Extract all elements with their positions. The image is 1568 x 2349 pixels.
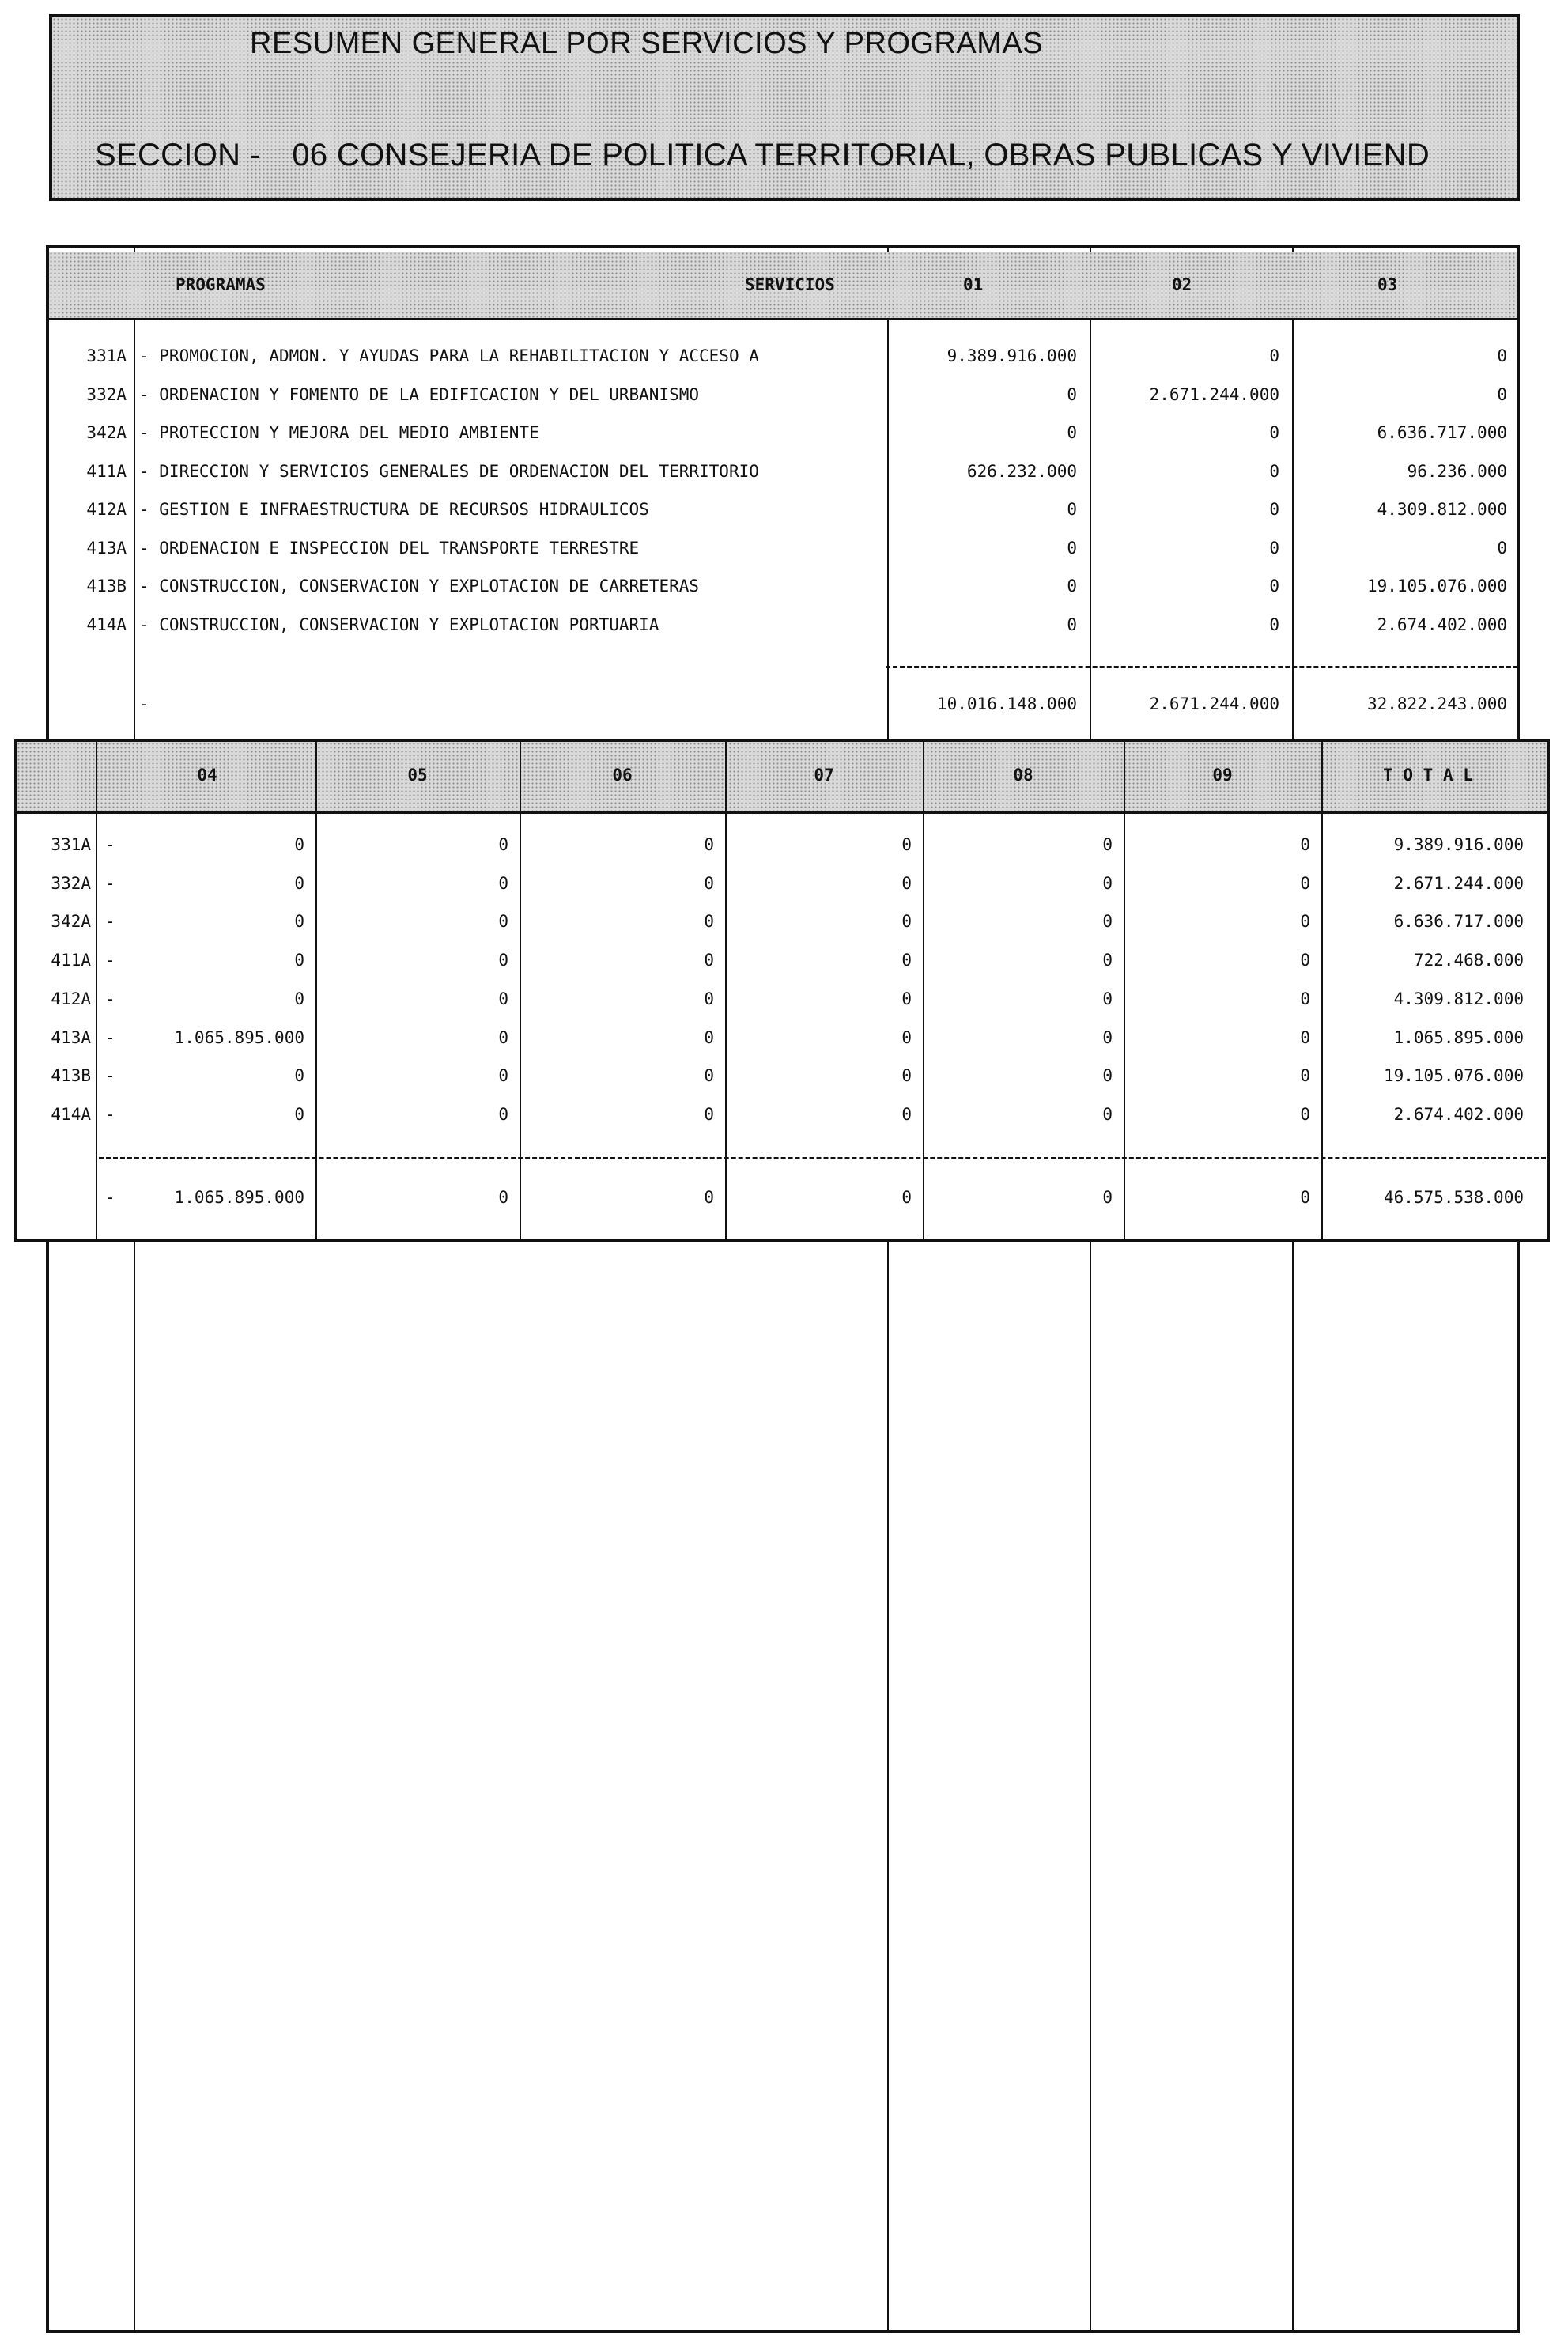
amount-servicio-05: 0: [498, 1066, 508, 1086]
amount-servicio-06: 0: [704, 912, 714, 932]
total-servicio-08: 0: [1102, 1188, 1113, 1207]
column-divider: [1321, 742, 1323, 1239]
program-code: 414A: [51, 1104, 91, 1124]
program-code: 342A: [86, 423, 127, 442]
amount-servicio-02: 0: [1269, 500, 1279, 519]
amount-servicio-08: 0: [1102, 1066, 1113, 1086]
grand-total: 46.575.538.000: [1383, 1188, 1524, 1207]
col-servicio-08: 08: [1013, 766, 1033, 785]
frame-divider: [1292, 248, 1294, 2330]
amount-servicio-03: 6.636.717.000: [1377, 423, 1507, 442]
program-code: 331A: [51, 835, 91, 854]
amount-servicio-07: 0: [901, 1027, 912, 1047]
amount-servicio-03: 0: [1497, 384, 1507, 404]
program-code: 411A: [51, 951, 91, 970]
program-description: - CONSTRUCCION, CONSERVACION Y EXPLOTACION PORTUARIA: [139, 615, 659, 634]
amount-servicio-05: 0: [498, 912, 508, 932]
amount-servicio-09: 0: [1300, 1027, 1310, 1047]
report-title: RESUMEN GENERAL POR SERVICIOS Y PROGRAMAS: [250, 27, 1044, 60]
row-dash: -: [105, 951, 115, 970]
seccion-name: 06 CONSEJERIA DE POLITICA TERRITORIAL, OBRAS PUBLICAS Y VIVIEND: [292, 138, 1430, 172]
row-dash: -: [105, 1027, 115, 1047]
amount-servicio-01: 626.232.000: [966, 461, 1077, 481]
amount-servicio-05: 0: [498, 951, 508, 970]
frame-divider: [1090, 248, 1091, 2330]
amount-total: 19.105.076.000: [1383, 1066, 1524, 1086]
row-dash: -: [105, 989, 115, 1008]
amount-servicio-01: 0: [1067, 615, 1077, 634]
row-dash: -: [105, 1104, 115, 1124]
program-code: 342A: [51, 912, 91, 932]
amount-total: 2.674.402.000: [1393, 1104, 1524, 1124]
amount-servicio-07: 0: [901, 912, 912, 932]
row-dash: -: [105, 912, 115, 932]
amount-servicio-05: 0: [498, 873, 508, 893]
amount-servicio-03: 4.309.812.000: [1377, 500, 1507, 519]
amount-servicio-01: 0: [1067, 500, 1077, 519]
amount-servicio-02: 0: [1269, 577, 1279, 596]
amount-servicio-04: 0: [294, 951, 304, 970]
program-description: - GESTION E INFRAESTRUCTURA DE RECURSOS HIDRAULICOS: [139, 500, 649, 519]
program-code: 412A: [51, 989, 91, 1008]
program-code: 412A: [86, 500, 127, 519]
total-dash: -: [105, 1188, 115, 1207]
program-code: 411A: [86, 461, 127, 481]
amount-servicio-08: 0: [1102, 989, 1113, 1008]
seccion-line: [95, 138, 1430, 173]
col-servicio-03: 03: [1377, 275, 1398, 294]
amount-servicio-04: 0: [294, 1104, 304, 1124]
amount-servicio-08: 0: [1102, 873, 1113, 893]
row-dash: -: [105, 835, 115, 854]
total-servicio-09: 0: [1300, 1188, 1310, 1207]
amount-servicio-07: 0: [901, 989, 912, 1008]
amount-servicio-05: 0: [498, 1104, 508, 1124]
amount-servicio-04: 0: [294, 1066, 304, 1086]
total-servicio-04: 1.065.895.000: [174, 1188, 304, 1207]
amount-servicio-01: 9.389.916.000: [946, 346, 1077, 365]
amount-servicio-03: 19.105.076.000: [1366, 577, 1507, 596]
report-header: [49, 14, 1520, 201]
amount-servicio-04: 1.065.895.000: [174, 1027, 304, 1047]
amount-servicio-02: 0: [1269, 538, 1279, 558]
total-dash: -: [139, 694, 149, 713]
program-description: - DIRECCION Y SERVICIOS GENERALES DE ORDENACION DEL TERRITORIO: [139, 461, 759, 481]
amount-servicio-01: 0: [1067, 423, 1077, 442]
total-servicio-01: 10.016.148.000: [936, 694, 1077, 713]
program-description: - PROTECCION Y MEJORA DEL MEDIO AMBIENTE: [139, 423, 539, 442]
col-servicios: SERVICIOS: [745, 275, 835, 294]
program-code: 414A: [86, 615, 127, 634]
amount-servicio-09: 0: [1300, 1104, 1310, 1124]
program-code: 413B: [51, 1066, 91, 1086]
amount-servicio-06: 0: [704, 951, 714, 970]
amount-total: 6.636.717.000: [1393, 912, 1524, 932]
amount-servicio-04: 0: [294, 912, 304, 932]
total-servicio-02: 2.671.244.000: [1149, 694, 1279, 713]
total-servicio-06: 0: [704, 1188, 714, 1207]
col-servicio-06: 06: [612, 766, 633, 785]
frame-divider: [887, 248, 889, 2330]
table2-header: [17, 742, 1547, 814]
amount-servicio-03: 96.236.000: [1407, 461, 1507, 481]
page-frame: [46, 245, 1520, 2333]
amount-servicio-09: 0: [1300, 1066, 1310, 1086]
amount-servicio-05: 0: [498, 1027, 508, 1047]
amount-servicio-09: 0: [1300, 835, 1310, 854]
amount-servicio-03: 2.674.402.000: [1377, 615, 1507, 634]
program-description: - ORDENACION E INSPECCION DEL TRANSPORTE TERRESTRE: [139, 538, 640, 558]
amount-servicio-09: 0: [1300, 989, 1310, 1008]
amount-servicio-07: 0: [901, 835, 912, 854]
amount-servicio-02: 0: [1269, 346, 1279, 365]
amount-servicio-03: 0: [1497, 346, 1507, 365]
col-servicio-01: 01: [963, 275, 984, 294]
amount-servicio-09: 0: [1300, 951, 1310, 970]
total-separator-2: [99, 1157, 1546, 1159]
amount-total: 2.671.244.000: [1393, 873, 1524, 893]
amount-servicio-09: 0: [1300, 912, 1310, 932]
amount-servicio-04: 0: [294, 873, 304, 893]
program-description: - PROMOCION, ADMON. Y AYUDAS PARA LA REHABILITACION Y ACCESO A: [139, 346, 759, 365]
total-servicio-03: 32.822.243.000: [1366, 694, 1507, 713]
total-servicio-07: 0: [901, 1188, 912, 1207]
col-programas: PROGRAMAS: [176, 275, 266, 294]
amount-servicio-02: 0: [1269, 615, 1279, 634]
amount-servicio-06: 0: [704, 989, 714, 1008]
total-separator: [886, 666, 1518, 668]
col-servicio-07: 07: [814, 766, 834, 785]
amount-servicio-01: 0: [1067, 577, 1077, 596]
amount-servicio-08: 0: [1102, 1027, 1113, 1047]
col-servicio-02: 02: [1172, 275, 1192, 294]
amount-servicio-01: 0: [1067, 384, 1077, 404]
amount-servicio-06: 0: [704, 1027, 714, 1047]
column-divider: [96, 742, 97, 1239]
frame-divider: [134, 248, 135, 2330]
program-description: - CONSTRUCCION, CONSERVACION Y EXPLOTACION DE CARRETERAS: [139, 577, 700, 596]
table1-header: [49, 252, 1517, 320]
amount-servicio-05: 0: [498, 989, 508, 1008]
amount-servicio-02: 0: [1269, 423, 1279, 442]
amount-servicio-05: 0: [498, 835, 508, 854]
amount-servicio-04: 0: [294, 835, 304, 854]
amount-servicio-06: 0: [704, 873, 714, 893]
total-servicio-05: 0: [498, 1188, 508, 1207]
amount-servicio-02: 0: [1269, 461, 1279, 481]
amount-servicio-08: 0: [1102, 951, 1113, 970]
program-code: 331A: [86, 346, 127, 365]
amount-servicio-08: 0: [1102, 835, 1113, 854]
amount-servicio-02: 2.671.244.000: [1149, 384, 1279, 404]
table2: [14, 740, 1550, 1242]
amount-servicio-03: 0: [1497, 538, 1507, 558]
amount-servicio-08: 0: [1102, 912, 1113, 932]
col-total: T O T A L: [1383, 766, 1473, 785]
amount-total: 9.389.916.000: [1393, 835, 1524, 854]
amount-servicio-07: 0: [901, 951, 912, 970]
col-servicio-05: 05: [407, 766, 428, 785]
program-code: 332A: [51, 873, 91, 893]
amount-servicio-06: 0: [704, 835, 714, 854]
amount-servicio-09: 0: [1300, 873, 1310, 893]
program-code: 413A: [51, 1027, 91, 1047]
program-code: 413A: [86, 538, 127, 558]
row-dash: -: [105, 873, 115, 893]
amount-servicio-08: 0: [1102, 1104, 1113, 1124]
amount-servicio-04: 0: [294, 989, 304, 1008]
amount-servicio-07: 0: [901, 1066, 912, 1086]
program-code: 413B: [86, 577, 127, 596]
column-divider: [520, 742, 521, 1239]
column-divider: [315, 742, 317, 1239]
program-description: - ORDENACION Y FOMENTO DE LA EDIFICACION Y DEL URBANISMO: [139, 384, 700, 404]
col-servicio-09: 09: [1212, 766, 1233, 785]
row-dash: -: [105, 1066, 115, 1086]
col-servicio-04: 04: [197, 766, 217, 785]
seccion-label: SECCION -: [95, 138, 261, 172]
amount-servicio-06: 0: [704, 1104, 714, 1124]
program-code: 332A: [86, 384, 127, 404]
amount-servicio-07: 0: [901, 1104, 912, 1124]
amount-servicio-06: 0: [704, 1066, 714, 1086]
amount-servicio-01: 0: [1067, 538, 1077, 558]
amount-servicio-07: 0: [901, 873, 912, 893]
amount-total: 4.309.812.000: [1393, 989, 1524, 1008]
amount-total: 722.468.000: [1413, 951, 1524, 970]
amount-total: 1.065.895.000: [1393, 1027, 1524, 1047]
